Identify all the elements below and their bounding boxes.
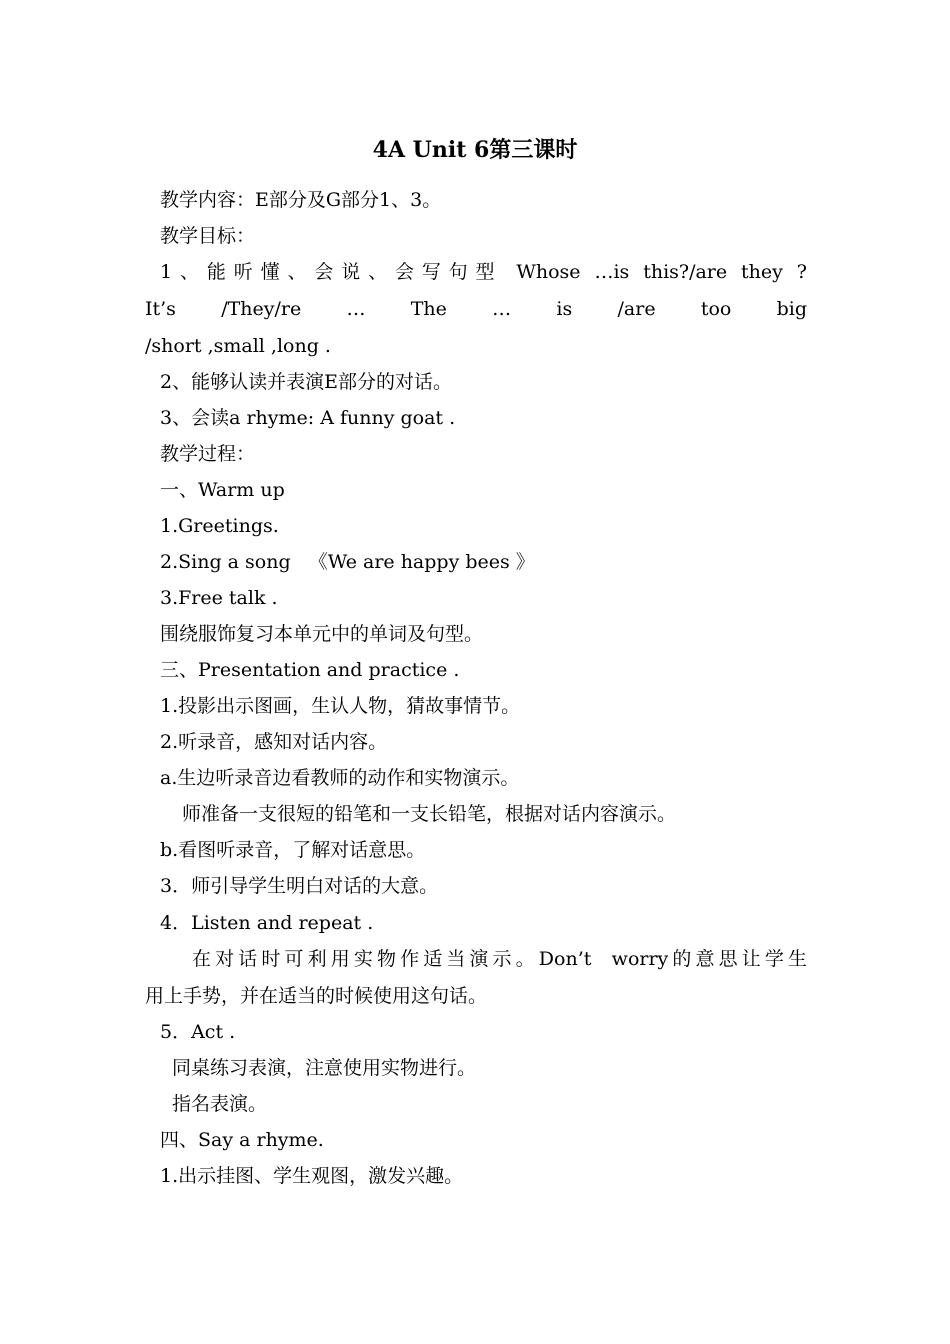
pencil-demo-line: 师准备一支很短的铅笔和一支长铅笔，根据对话内容演示。 (182, 803, 677, 825)
wall-chart-line: 1.出示挂图、学生观图，激发兴趣。 (160, 1165, 464, 1187)
free-talk-line: 3.Free talk . (160, 587, 278, 609)
say-rhyme-heading: 四、Say a rhyme. (160, 1129, 324, 1151)
step-3-line: 3．师引导学生明白对话的大意。 (160, 875, 439, 897)
warm-up-heading: 一、Warm up (160, 479, 285, 501)
teaching-goals-heading: 教学目标： (160, 225, 256, 247)
greetings-line: 1.Greetings. (160, 515, 279, 537)
goal-1-line-b: It’s /They/re … The … is /are too big (145, 298, 807, 320)
teaching-content-line: 教学内容：E部分及G部分1、3。 (160, 189, 442, 211)
goal-1-line-a: 1、能听懂、会说、会写句型 Whose …is this?/are they ? (160, 261, 807, 283)
name-performance-line: 指名表演。 (172, 1093, 268, 1115)
act-line: 5．Act . (160, 1021, 236, 1043)
goal-2-line: 2、能够认读并表演E部分的对话。 (160, 371, 452, 393)
projection-line: 1.投影出示图画，生认人物，猜故事情节。 (160, 695, 521, 717)
presentation-heading: 三、Presentation and practice . (160, 659, 460, 681)
pair-practice-line: 同桌练习表演，注意使用实物进行。 (172, 1057, 477, 1079)
dialogue-demo-line-b: 用上手势，并在适当的时候使用这句话。 (145, 985, 488, 1007)
dialogue-demo-line-a: 在对话时可利用实物作适当演示。Don’t worry的意思让学生 (192, 948, 807, 970)
step-a-line: a.生边听录音边看教师的动作和实物演示。 (160, 767, 520, 789)
document-title: 4A Unit 6第三课时 (372, 137, 578, 163)
sing-a-song-line: 2.Sing a song 《We are happy bees 》 (160, 551, 535, 573)
step-b-line: b.看图听录音，了解对话意思。 (160, 839, 426, 861)
goal-3-line: 3、会读a rhyme: A funny goat . (160, 407, 456, 429)
review-line: 围绕服饰复习本单元中的单词及句型。 (160, 623, 484, 645)
listen-recording-line: 2.听录音，感知对话内容。 (160, 731, 388, 753)
teaching-process-heading: 教学过程： (160, 443, 256, 465)
goal-1-line-c: /short ,small ,long . (145, 335, 331, 357)
listen-repeat-line: 4．Listen and repeat . (160, 912, 374, 934)
